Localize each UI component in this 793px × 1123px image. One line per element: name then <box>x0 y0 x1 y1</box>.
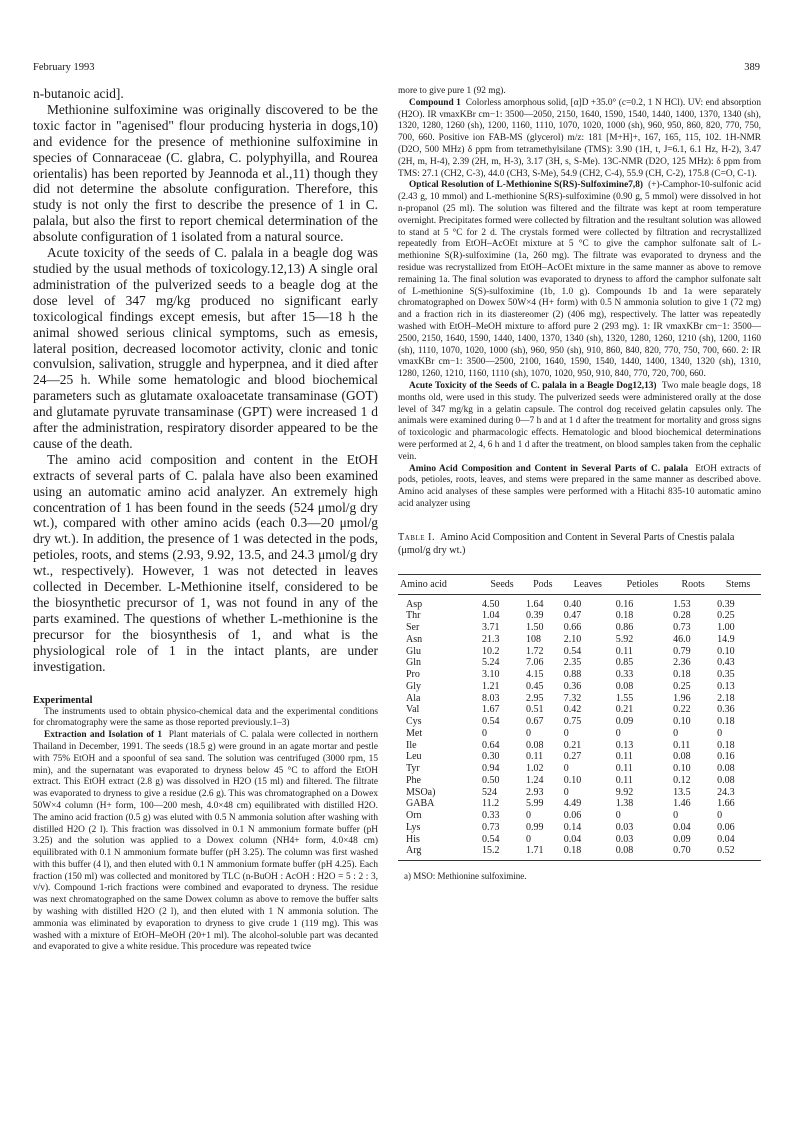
table-cell: 1.96 <box>673 692 691 704</box>
amino-acid-name: Gln <box>406 657 421 669</box>
table-cell: 0 <box>717 727 723 739</box>
table-cell: 46.0 <box>673 633 691 645</box>
table-cell: 2.36 <box>673 657 691 669</box>
table-cell: 1.04 <box>481 610 500 622</box>
table-cell: 1.46 <box>673 798 691 810</box>
table-cell: 0.18 <box>717 739 735 751</box>
amino-acid-name: Gly <box>406 680 421 692</box>
table-cell: 0.21 <box>563 739 582 751</box>
table-cell: 0.94 <box>481 763 500 775</box>
column-header: Leaves <box>562 574 614 594</box>
table-row <box>398 822 761 834</box>
table-cell: 0.73 <box>481 821 500 833</box>
table-cell: 0.09 <box>615 716 634 728</box>
table-cell: 14.9 <box>717 633 735 645</box>
table-cell: 4.15 <box>525 669 544 681</box>
table-row <box>398 610 761 622</box>
table-row <box>398 775 761 787</box>
table-row <box>398 787 761 799</box>
table-cell: 4.49 <box>563 798 582 810</box>
table-cell: 0.04 <box>563 833 582 845</box>
amino-acid-name: His <box>406 833 420 845</box>
table-cell: 4.50 <box>481 598 500 610</box>
table-cell: 0.33 <box>481 810 500 822</box>
paragraph-text: (+)-Camphor-10-sulfonic acid (2.43 g, 10 mmol) and L-methionine S(RS)-sulfoximine (0.90 g, 5 mmol) were dissolved in hot n-propanol (25 ml). The solution was filtered and the filtrate was kept at room temperature overnight. Precipitates formed were collected by filtration and the resultant solution was allowed to stand at 5 °C for 2 d. The crystals formed were collected by filtration and recrystallized repeatedly from EtOH–AcOEt mixture at 5 °C to give the camphor sulfonate salt of L-methionine S(R)-sulfoximine (1a, 260 mg). The filtrate was evaporated to dryness and the residue was recrystallized from EtOH–AcOEt mixture in the same manner as above to remove remaining 1a. The final solution was evaporated to dryness to afford the camphor sulfonate salt of L-methionine S(S)-sulfoximine (1b, 1.0 g). Compounds 1b and 1a were separately chromatographed on Dowex 50W×4 (H+ form) with 0.5 N ammonia solution to give 1 (72 mg) and a fraction rich in its diastereomer (2) (406 mg), respectively. The latter was repeatedly washed with EtOH–MeOH mixture to afford pure 2 (293 mg). 1: IR νmaxKBr cm−1: 3500—2500, 2150, 1640, 1590, 1440, 1400, 1370, 1340 (sh), 1320, 1280, 1260, 1210 (sh), 1200, 1160 (sh), 1110, 1070, 1020, 1000 (sh), 960, 950 (sh), 910, 860, 840, 820, 770, 750, 700, 660. 2: IR νmaxKBr cm−1: 3500—2500, 2100, 1640, 1590, 1540, 1440, 1400, 1340, 1320 (sh), 1310, 1280, 1260, 1210, 1160, 1110 (sh), 1070, 1020, 950, 910, 840, 770, 720, 700, 660. <box>398 180 762 380</box>
table-cell: 1.55 <box>615 692 634 704</box>
table-cell: 0.10 <box>673 716 691 728</box>
table-cell: 0.85 <box>615 657 634 669</box>
table-cell: 0 <box>717 810 723 822</box>
table-label: Table I. <box>398 531 435 543</box>
table-cell: 0.13 <box>615 739 634 751</box>
table-cell: 0.25 <box>673 680 691 692</box>
table-cell: 0.14 <box>563 821 582 833</box>
paragraph: Acute toxicity of the seeds of C. palala in a beagle dog was studied by the usual methods of toxicology.12,13) A single oral administration of the pulverized seeds to a beagle dog at the dose level of 347 mg/kg produced no significant early toxicological findings except emesis, but after 15—18 h the animal showed serious clinical symptoms, such as emesis, lateral position, decreased locomotor activity, clonic and tonic convulsion, salivation, struggle and hyperpnea, and it died after 24—25 h. While some hematologic and blood biochemical parameters such as glutamate oxaloacetate transaminase (GOT) and glutamate pyruvate transaminase (GPT) were increased 1 d after the administration, respiratory disorder appeared to be the cause of the death. <box>33 245 378 451</box>
table-cell: 0.06 <box>717 821 735 833</box>
run-in-heading: Compound 1 <box>409 97 461 108</box>
table-row <box>398 681 761 693</box>
table-cell: 0.18 <box>615 610 634 622</box>
table-row <box>398 751 761 763</box>
amino-acid-name: Phe <box>406 774 421 786</box>
table-row <box>398 763 761 775</box>
table-row <box>398 834 761 846</box>
table-cell: 108 <box>525 633 541 645</box>
table-cell: 0.16 <box>615 598 634 610</box>
table-cell: 0.52 <box>715 845 761 860</box>
table-cell: 0.06 <box>563 810 582 822</box>
table-cell: 0.21 <box>615 704 634 716</box>
table-cell: 0.11 <box>525 751 544 763</box>
column-header: Roots <box>671 574 715 594</box>
table-cell: 0 <box>481 727 487 739</box>
table-cell: 0.08 <box>673 751 691 763</box>
amino-acid-name: Ser <box>406 622 420 634</box>
table-cell: 1.66 <box>717 798 735 810</box>
table-row <box>398 704 761 716</box>
column-header: Stems <box>715 574 761 594</box>
page-number: 389 <box>744 62 760 73</box>
table-cell: 1.71 <box>524 845 562 860</box>
table-cell: 0.11 <box>615 763 633 775</box>
table-row <box>398 646 761 658</box>
table-header-row <box>398 574 761 594</box>
table-row <box>398 845 761 860</box>
table-cell: 1.24 <box>525 774 544 786</box>
table-cell: 0.67 <box>525 716 544 728</box>
paragraph-text: Colorless amorphous solid, [α]D +35.0° (c=0.2, 1 N HCl). UV: end absorption (H2O). IR νmaxKBr cm−1: 3500—2050, 2150, 1640, 1590, 1540, 1440, 1400, 1370, 1340 (sh), 1320, 1280, 1260 (sh), 1200, 1160, 1110, 1070, 1020, 1000 (sh), 960, 950, 860, 820, 770, 750, 700, 660. Positive ion FAB-MS (glycerol) m/z: 181 [M+H]+, 167, 165, 115, 102. 1H-NMR (D2O, 500 MHz) δ ppm from tetramethylsilane (TMS): 3.90 (1H, t, J=6.1, 6.1 Hz, H-2), 3.47 (2H, m, H-4), 2.39 (2H, m, H-3), 3.17 (3H, s, S-Me). 13C-NMR (D2O, 125 MHz): δ ppm from TMS: 27.1 (CH2, C-3), 44.0 (CH3, S-Me), 54.9 (CH2, C-4), 55.9 (CH, C-2), 175.8 (C=O, C-1). <box>398 97 761 179</box>
table-row <box>398 622 761 634</box>
table-cell: 0.10 <box>673 763 691 775</box>
table-cell: 0.04 <box>673 821 691 833</box>
table-caption <box>398 531 761 557</box>
table-cell: 0.33 <box>615 669 634 681</box>
table-cell: 2.18 <box>717 692 735 704</box>
amino-acid-name: Met <box>406 727 423 739</box>
paragraph <box>398 180 761 381</box>
table-cell: 0.03 <box>615 833 634 845</box>
table-cell: 524 <box>481 786 497 798</box>
table-cell: 0.66 <box>563 622 582 634</box>
amino-acid-name: Glu <box>406 645 421 657</box>
table-row <box>398 728 761 740</box>
table-cell: 0.54 <box>481 833 500 845</box>
table-cell: 13.5 <box>673 786 691 798</box>
table-cell: 2.35 <box>563 657 582 669</box>
table-cell: 1.72 <box>525 645 544 657</box>
table-cell: 0.45 <box>525 680 544 692</box>
paragraph <box>398 98 761 181</box>
run-in-heading: Optical Resolution of L-Methionine S(RS)-Sulfoximine7,8) <box>409 180 644 191</box>
table-cell: 0.75 <box>563 716 582 728</box>
table-cell: 2.93 <box>525 786 544 798</box>
amino-acid-name: Ile <box>406 739 417 751</box>
table-row <box>398 810 761 822</box>
run-in-heading: Extraction and Isolation of 1 <box>44 730 163 741</box>
table-cell: 0.03 <box>615 821 634 833</box>
table-cell: 0.43 <box>717 657 735 669</box>
table-cell: 0.86 <box>615 622 634 634</box>
amino-acid-name: Leu <box>406 751 422 763</box>
table-cell: 9.92 <box>615 786 634 798</box>
table-cell: 0 <box>563 786 569 798</box>
table-cell: 1.00 <box>717 622 735 634</box>
amino-acid-name: Val <box>406 704 420 716</box>
table-cell: 0.64 <box>481 739 500 751</box>
table-cell: 7.06 <box>525 657 544 669</box>
table-cell: 1.02 <box>525 763 544 775</box>
table-row <box>398 693 761 705</box>
table-cell: 0.13 <box>717 680 735 692</box>
table-cell: 8.03 <box>481 692 500 704</box>
table-cell: 7.32 <box>563 692 582 704</box>
table-cell: 0.11 <box>615 645 633 657</box>
amino-acid-name: Lys <box>406 821 421 833</box>
amino-acid-table <box>398 574 761 862</box>
table-cell: 21.3 <box>481 633 500 645</box>
table-cell: 0.08 <box>614 845 671 860</box>
table-cell: 0.54 <box>563 645 582 657</box>
section-heading-experimental: Experimental <box>33 694 93 706</box>
table-cell: 0.99 <box>525 821 544 833</box>
table-cell: 0.08 <box>615 680 634 692</box>
table-cell: 0.11 <box>673 739 691 751</box>
amino-acid-name: Asp <box>406 598 423 610</box>
table-cell: 0 <box>525 833 531 845</box>
table-cell: 0 <box>563 763 569 775</box>
paragraph: n-butanoic acid]. <box>33 86 124 101</box>
table-row <box>398 594 761 610</box>
table-cell: 1.21 <box>481 680 500 692</box>
amino-acid-name: Tyr <box>406 763 420 775</box>
table-cell: 0.36 <box>563 680 582 692</box>
table-row <box>398 740 761 752</box>
amino-acid-name: GABA <box>406 798 435 810</box>
table-cell: 3.71 <box>481 622 500 634</box>
table-cell: 0.28 <box>673 610 691 622</box>
table-row <box>398 657 761 669</box>
column-header: Petioles <box>614 574 671 594</box>
paragraph-text: EtOH extracts of pods, petioles, roots, leaves, and stems were prepared in the same manner as described above. Amino acid analyses of these samples were performed with a Hitachi 835-10 automatic amino acid analyzer using <box>398 463 762 509</box>
table-cell: 0.08 <box>525 739 544 751</box>
right-column <box>398 86 761 881</box>
table-cell: 10.2 <box>481 645 500 657</box>
column-header: Pods <box>524 574 562 594</box>
table-cell: 1.50 <box>525 622 544 634</box>
table-cell: 0.18 <box>717 716 735 728</box>
paragraph-text: Plant materials of C. palala were collected in northern Thailand in December, 1991. The seeds (18.5 g) were ground in an agate mortar and pestle with 75% EtOH and a spoonful of sea sand. The solution was centrifuged (3000 rpm, 15 min), and the supernatant was evaporated to dryness below 45 °C to afford the EtOH extract. This EtOH extract (2.8 g) was dissolved in H2O (15 ml) and filtered. The filtrate was evaporated to dryness to give a residue (2.6 g). This was chromatographed on a Dowex 50W×4 column (H+ form, 100—200 mesh, 4.0×48 cm) equilibrated with distilled H2O. The amino acid fraction (0.5 g) was eluted with 0.5 N ammonia solution after washing with distilled H2O (2 l). This fraction was dissolved in 0.1 N ammonium formate buffer (pH 3.25) and the solution was applied to a Dowex column (NH4+ form, 4.0×48 cm) equilibrated with 0.1 N ammonium formate buffer (pH 3.25). The column was first washed with this buffer (4 l), and then eluted with 0.1 N ammonium formate buffer (pH 4.25). Each fraction (150 ml) was collected and monitored by TLC (n-BuOH : AcOH : H2O = 5 : 2 : 3, v/v). Compound 1-rich fractions were combined and evaporated to dryness. The residue was next chromatographed on the same Dowex column as above to remove the buffer salts by washing with distilled H2O (2 l), and then eluted with 1 N ammonia solution. The ammonia was eliminated by evaporation to dryness to give crude 1 (119 mg). This was washed with a mixture of EtOH–MeOH (20+1 ml). The alcohol-soluble part was decanted and evaporated to give a white residue. This procedure was repeated twice <box>33 730 379 953</box>
paragraph <box>398 464 761 511</box>
table-cell: 3.10 <box>481 669 500 681</box>
amino-acid-name: Orn <box>406 810 422 822</box>
table-cell: 5.92 <box>615 633 634 645</box>
table-cell: 0.40 <box>563 598 582 610</box>
paragraph: The instruments used to obtain physico-chemical data and the experimental conditions for chromatography were the same as those reported previously.1–3) <box>33 706 378 729</box>
table-footnote: a) MSO: Methionine sulfoximine. <box>404 871 527 882</box>
table-cell: 0.16 <box>717 751 735 763</box>
column-header: Seeds <box>480 574 524 594</box>
table-row <box>398 716 761 728</box>
amino-acid-name: Ala <box>406 692 421 704</box>
paragraph: Methionine sulfoximine was originally discovered to be the toxic factor in "agenised" flour producing hysteria in dogs,10) and evidence for the presence of methionine sulfoximine in species of Connaraceae (C. glabra, C. polyphyilla, and Rourea orientalis) has been reported by Jeannoda et al.,11) though they did not determine the absolute configuration. Therefore, this study is not only the first to describe the presence of 1 in C. palala, but also the first to report chemical determination of the absolute configuration of 1 isolated from a natural source. <box>33 101 378 245</box>
table-cell: 1.53 <box>673 598 691 610</box>
table-cell: 1.67 <box>481 704 500 716</box>
table-cell: 0.88 <box>563 669 582 681</box>
table-cell: 2.10 <box>563 633 582 645</box>
paragraph-text: Two male beagle dogs, 18 months old, were used in this study. The pulverized seeds were administered orally at the dose level of 347 mg/kg in a gelatin capsule. The control dog received gelatin capsules only. The animals were examined during 0—7 h and at 1 d after the treatment for mortality and gross signs of toxicologic and pharmacologic effects. Hematologic and blood biochemical determinations were performed at 2, 4, 6 h and 1 d after the treatment, on blood samples taken from the cephalic vein. <box>398 380 761 462</box>
table-cell: 0.09 <box>673 833 691 845</box>
table-cell: 0.10 <box>717 645 735 657</box>
table-cell: 0.47 <box>563 610 582 622</box>
table-cell: 0.04 <box>717 833 735 845</box>
run-in-heading: Amino Acid Composition and Content in Several Parts of C. palala <box>409 463 689 474</box>
table-cell: 0.27 <box>563 751 582 763</box>
table-cell: 0.10 <box>563 774 582 786</box>
table-cell: 0 <box>673 727 679 739</box>
table-cell: 0.11 <box>615 774 633 786</box>
table-cell: 0.12 <box>673 774 691 786</box>
table-row <box>398 634 761 646</box>
table-cell: 24.3 <box>717 786 735 798</box>
paragraph <box>398 381 761 464</box>
table-cell: 0.08 <box>717 763 735 775</box>
left-column <box>33 86 378 954</box>
table-cell: 0.25 <box>717 610 735 622</box>
table-cell: 0 <box>525 727 531 739</box>
table-row <box>398 669 761 681</box>
amino-acid-name: Arg <box>398 845 480 860</box>
table-cell: 0.35 <box>717 669 735 681</box>
table-cell: 0.42 <box>563 704 582 716</box>
table-cell: 0.30 <box>481 751 500 763</box>
table-cell: 5.99 <box>525 798 544 810</box>
table-cell: 0 <box>525 810 531 822</box>
amino-acid-name: Cys <box>406 716 422 728</box>
amino-acid-name: Pro <box>406 669 420 681</box>
table-cell: 0.08 <box>717 774 735 786</box>
table-cell: 0.50 <box>481 774 500 786</box>
table-cell: 11.2 <box>481 798 500 810</box>
table-cell: 0.36 <box>717 704 735 716</box>
table-cell: 0.18 <box>562 845 614 860</box>
table-cell: 0.18 <box>673 669 691 681</box>
amino-acid-name: Thr <box>406 610 421 622</box>
table-cell: 0 <box>615 727 621 739</box>
paragraph <box>33 730 378 954</box>
table-cell: 0.39 <box>717 598 735 610</box>
table-cell: 0.73 <box>673 622 691 634</box>
table-cell: 0 <box>563 727 569 739</box>
table-title: Amino Acid Composition and Content in Several Parts of Cnestis palala (μmol/g dry wt.) <box>398 531 735 556</box>
table-cell: 1.38 <box>615 798 634 810</box>
table-cell: 0.39 <box>525 610 544 622</box>
amino-acid-name: Asn <box>406 633 423 645</box>
table-cell: 0 <box>615 810 621 822</box>
amino-acid-name: MSOa) <box>406 786 436 798</box>
table-cell: 0.51 <box>525 704 544 716</box>
running-header-date: February 1993 <box>33 62 95 73</box>
table-cell: 0.11 <box>615 751 633 763</box>
run-in-heading: Acute Toxicity of the Seeds of C. palala in a Beagle Dog12,13) <box>409 380 657 391</box>
table-cell: 0.70 <box>671 845 715 860</box>
table-cell: 15.2 <box>480 845 524 860</box>
table-cell: 5.24 <box>481 657 500 669</box>
paragraph: more to give pure 1 (92 mg). <box>398 86 506 96</box>
table-cell: 1.64 <box>525 598 544 610</box>
column-header: Amino acid <box>398 574 480 594</box>
table-row <box>398 798 761 810</box>
table-cell: 0 <box>673 810 679 822</box>
table-cell: 2.95 <box>525 692 544 704</box>
table-cell: 0.54 <box>481 716 500 728</box>
paragraph: The amino acid composition and content in the EtOH extracts of several parts of C. palala have also been examined using an automatic amino acid analyzer. An extremely high concentration of 1 has been found in the seeds (524 μmol/g dry wt.), compared with other amino acids (each 0.3—20 μmol/g dry wt.). In addition, the presence of 1 was detected in the pods, petioles, roots, and stems (2.93, 9.92, 13.5, and 24.3 μmol/g dry wt., respectively). However, 1 was not detected in leaves collected in December. L-Methionine itself, considered to be the biosynthetic precursor of 1, was not found in any of the parts examined. The questions of whether L-methionine is the precursor for the biosynthesis of 1, and what is the physiological role of 1 in the intact plants, are under investigation. <box>33 451 378 674</box>
table-cell: 0.22 <box>673 704 691 716</box>
table-cell: 0.79 <box>673 645 691 657</box>
